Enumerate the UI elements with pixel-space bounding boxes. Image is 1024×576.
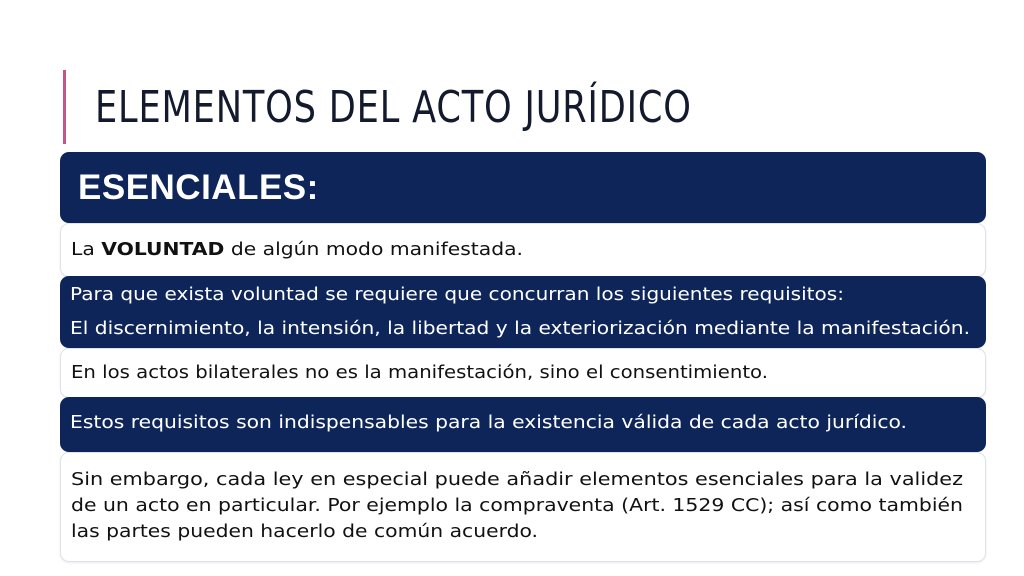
sin-embargo-line-3-row <box>71 519 985 545</box>
voluntad-block <box>60 223 986 277</box>
indispensables-text: Estos requisitos son indispensables para la existencia válida de cada acto jurídico. <box>70 412 907 433</box>
sin-embargo-line-1-row <box>71 467 985 493</box>
sin-embargo-line-2-row <box>71 493 985 519</box>
sin-embargo-line-2: de un acto en particular. Por ejemplo la compraventa (Art. 1529 CC); así como también <box>71 495 963 516</box>
requisitos-line-2: El discernimiento, la intensión, la libertad y la exteriorización mediante la manifestación. <box>70 318 970 339</box>
bilaterales-block <box>60 348 986 398</box>
voluntad-bold: VOLUNTAD <box>101 239 225 260</box>
esenciales-header-text: ESENCIALES: <box>78 167 319 207</box>
sin-embargo-line-1: Sin embargo, cada ley en especial puede añadir elementos esenciales para la validez <box>71 469 963 490</box>
requisitos-line-1: Para que exista voluntad se requiere que concurran los siguientes requisitos: <box>70 284 844 305</box>
requisitos-line-2-row <box>70 317 986 341</box>
title-accent-bar <box>63 70 66 144</box>
voluntad-text <box>71 238 985 262</box>
voluntad-prefix: La <box>71 239 102 260</box>
sin-embargo-line-3: las partes pueden hacerlo de común acuerdo. <box>71 521 538 542</box>
sin-embargo-block <box>60 452 986 562</box>
slide-title: ELEMENTOS DEL ACTO JURÍDICO <box>95 82 692 133</box>
requisitos-line-1-row <box>70 283 986 307</box>
esenciales-header-block <box>60 152 986 223</box>
indispensables-row <box>70 411 986 435</box>
indispensables-block <box>60 397 986 452</box>
voluntad-suffix: de algún modo manifestada. <box>224 239 523 260</box>
bilaterales-row <box>71 361 985 385</box>
requisitos-block <box>60 276 986 348</box>
bilaterales-text: En los actos bilaterales no es la manifestación, sino el consentimiento. <box>71 362 768 383</box>
